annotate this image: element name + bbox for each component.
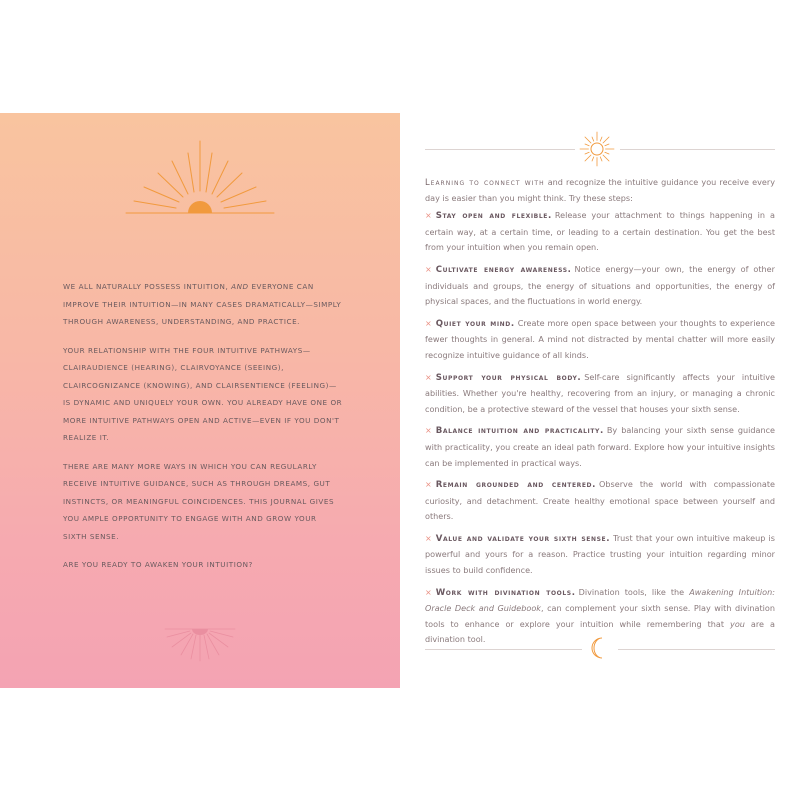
sun-icon: [579, 131, 615, 167]
step-item: [425, 370, 775, 418]
step-item: [425, 531, 775, 579]
top-left-rule: [425, 149, 575, 150]
bullet-x-icon: ×: [425, 211, 432, 221]
step-text: Release your attachment to things happening in a certain way, at a certain time, or leading to a certain destination. You get the best from your intuition when you remain open.: [425, 210, 775, 253]
step-item: [425, 423, 775, 471]
step-item: [425, 316, 775, 364]
bottom-left-rule: [425, 649, 582, 650]
bullet-x-icon: ×: [425, 318, 432, 328]
step-text: Self-care significantly affects your intuitive abilities. Whether you're healthy, recovering from an injury, or managing a chronic condition, be a protective steward of the vessel that houses your sixth sense.: [425, 371, 775, 414]
sunburst-icon: [163, 621, 237, 663]
step-item: [425, 262, 775, 310]
step-item: [425, 208, 775, 256]
step-text: By balancing your sixth sense guidance with practicality, you create an ideal path forward. Explore how your intuitive insights can be implemented in practical ways.: [425, 425, 776, 468]
bottom-right-rule: [618, 649, 775, 650]
bullet-x-icon: ×: [425, 533, 432, 543]
step-title: Cultivate energy awareness.: [435, 264, 572, 275]
bullet-x-icon: ×: [425, 587, 432, 597]
step-text: Trust that your own intuitive makeup is powerful and yours for a reason. Practice trusting your intuition regarding minor issues to build confidence.: [425, 532, 775, 576]
step-text: Observe the world with compassionate curiosity, and detachment. Create healthy emotional space between yourself and others.: [425, 479, 776, 522]
top-right-rule: [620, 149, 775, 150]
bullet-x-icon: ×: [425, 264, 432, 274]
right-page: [400, 113, 800, 688]
intro-paragraph: Learning to connect with and recognize the intuitive guidance you receive every day is easier than you might think. Try these steps:: [425, 177, 775, 203]
left-paragraph-3: THERE ARE MANY MORE WAYS IN WHICH YOU CAN REGULARLY RECEIVE INTUITIVE GUIDANCE, SUCH AS THROUGH DREAMS, GUT INSTINCTS, OR MEANINGFUL COINCIDENCES. THIS JOURNAL GIVES YOU AMPLE OPPORTUNITY TO ENGAGE WITH AND GROW YOUR SIXTH SENSE.: [63, 461, 335, 541]
sunrise-icon: [124, 139, 276, 219]
bullet-x-icon: ×: [425, 426, 432, 436]
left-paragraph-2: YOUR RELATIONSHIP WITH THE FOUR INTUITIVE PATHWAYS—CLAIRAUDIENCE (HEARING), CLAIRVOYANCE (SEEING), CLAIRCOGNIZANCE (KNOWING), AND CLAIRSENTIENCE (FEELING)—IS DYNAMIC AND UNIQUELY YOUR OWN. YOU ALREADY HAVE ONE OR MORE INTUITIVE PATHWAYS OPEN AND ACTIVE—EVEN IF YOU DON'T REALIZE IT.: [63, 345, 343, 442]
step-title: Stay open and flexible.: [435, 211, 552, 222]
right-page-text: [425, 175, 775, 654]
left-page-text: [63, 278, 343, 585]
left-paragraph-4: ARE YOU READY TO AWAKEN YOUR INTUITION?: [63, 560, 253, 569]
step-text: Create more open space between your thoughts to experience fewer thoughts in general. A mind not distracted by mental chatter will more easily recognize intuitive guidance of all kinds.: [425, 317, 775, 360]
step-item: [425, 477, 775, 525]
step-title: Support your physical body.: [435, 372, 582, 383]
step-title: Remain grounded and centered.: [435, 480, 597, 491]
left-paragraph-1: WE ALL NATURALLY POSSESS INTUITION, AND EVERYONE CAN IMPROVE THEIR INTUITION—IN MANY CASES DRAMATICALLY—SIMPLY THROUGH AWARENESS, UNDERSTANDING, AND PRACTICE.: [63, 282, 342, 326]
steps-list: [425, 208, 775, 578]
bullet-x-icon: ×: [425, 480, 432, 490]
bullet-x-icon: ×: [425, 372, 432, 382]
book-spread: [0, 113, 800, 688]
step-title: Quiet your mind.: [435, 318, 515, 329]
step-title: Balance intuition and practicality.: [435, 426, 604, 437]
step-item: × Work with divination tools. Divination tools, like the Awakening Intuition: Oracle Deck and Guidebook, can complement your sixth sense. Play with divination tools to enhance or explore your intuition while remembering that you are a divination tool.: [425, 586, 775, 645]
step-text: Notice energy—your own, the energy of other individuals and groups, the energy of situations and opportunities, the energy of physical spaces, and the fluctuations in world energy.: [425, 263, 775, 307]
step-title: Value and validate your sixth sense.: [435, 533, 611, 544]
left-page: [0, 113, 400, 688]
crescent-moon-icon: [590, 636, 610, 660]
